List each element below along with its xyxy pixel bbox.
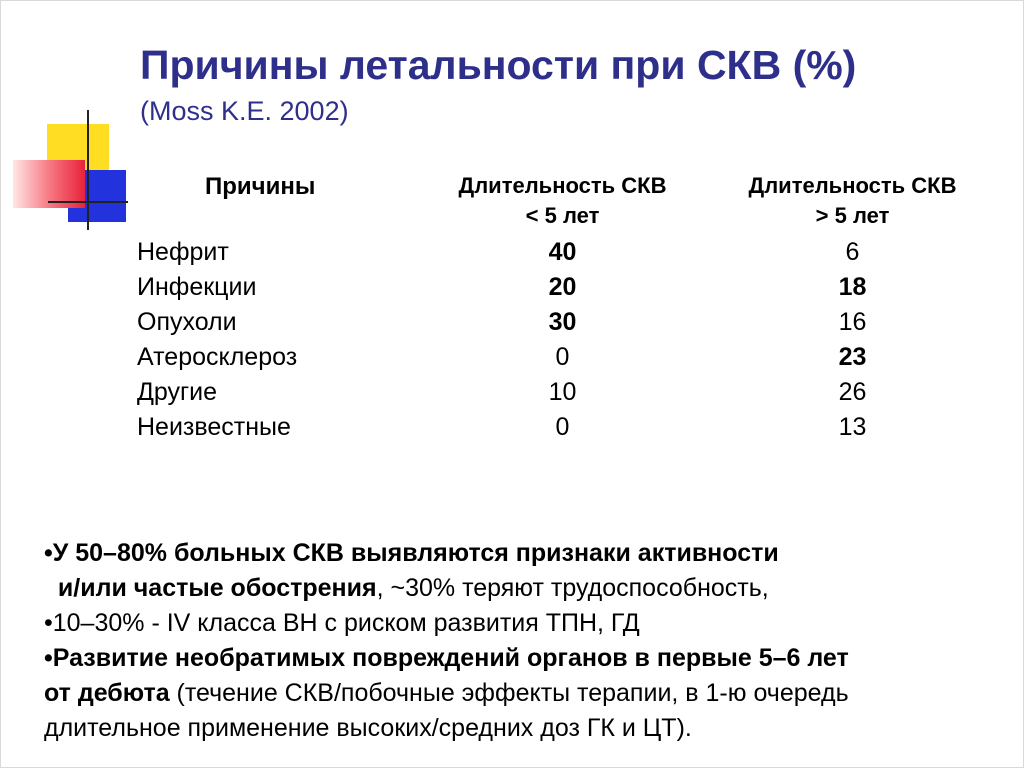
table-row [0,378,1024,413]
note-3-line-3 [44,711,1004,746]
note-3-rest-b: длительное применение высоких/средних доз ГК и ЦТ). [44,714,692,742]
value-lt5: 30 [548,308,577,336]
value-gt5: 23 [838,343,867,371]
header-col1-line2: < 5 лет [525,203,600,228]
value-lt5: 0 [555,343,570,371]
table-row [0,413,1024,448]
cause-name: Опухоли [137,308,237,336]
page-subtitle: (Moss K.E. 2002) [140,96,349,126]
note-3-bold-b: от дебюта [44,679,170,707]
deco-red-square [13,160,85,208]
note-3-line-1 [44,641,1004,676]
cause-name: Инфекции [137,273,257,301]
table-row [0,308,1024,343]
table-row [0,238,1024,273]
cause-name: Нефрит [137,238,229,266]
note-1-bold-b: и/или частые обострения [57,574,377,602]
value-lt5: 40 [548,238,577,266]
value-gt5: 26 [838,378,867,406]
note-3-line-2 [44,676,1004,711]
value-lt5: 10 [548,378,577,406]
notes-block [44,536,1004,746]
note-1-rest: , ~30% теряют трудоспособность, [376,574,769,602]
value-lt5: 0 [555,413,570,441]
value-gt5: 6 [845,238,860,266]
header-duration-gt5 [720,171,985,231]
table-row [0,343,1024,378]
header-col1-line1: Длительность СКВ [458,173,667,198]
cause-name: Другие [137,378,218,406]
value-gt5: 16 [838,308,867,336]
page-title: Причины летальности при СКВ (%) [140,42,857,88]
header-duration-lt5 [430,171,695,231]
note-3-rest-a: (течение СКВ/побочные эффекты терапии, в 1-ю очередь [169,679,849,707]
table-row [0,273,1024,308]
note-2 [44,606,1004,641]
cause-name: Неизвестные [137,413,291,441]
note-1-bold-a: •У 50–80% больных СКВ выявляются признаки активности [44,539,779,567]
value-gt5: 13 [838,413,867,441]
header-col2-line2: > 5 лет [815,203,890,228]
cause-name: Атеросклероз [137,343,298,371]
header-col2-line1: Длительность СКВ [748,173,957,198]
note-1-line-2 [44,571,1004,606]
note-2-text: •10–30% - IV класса ВН с риском развития ТПН, ГД [44,609,640,637]
decorative-squares [0,0,140,240]
value-gt5: 18 [838,273,867,301]
header-causes: Причины [205,173,316,200]
note-3-bold-a: •Развитие необратимых повреждений органов в первые 5–6 лет [44,644,849,672]
note-1-line-1 [44,536,1004,571]
value-lt5: 20 [548,273,577,301]
